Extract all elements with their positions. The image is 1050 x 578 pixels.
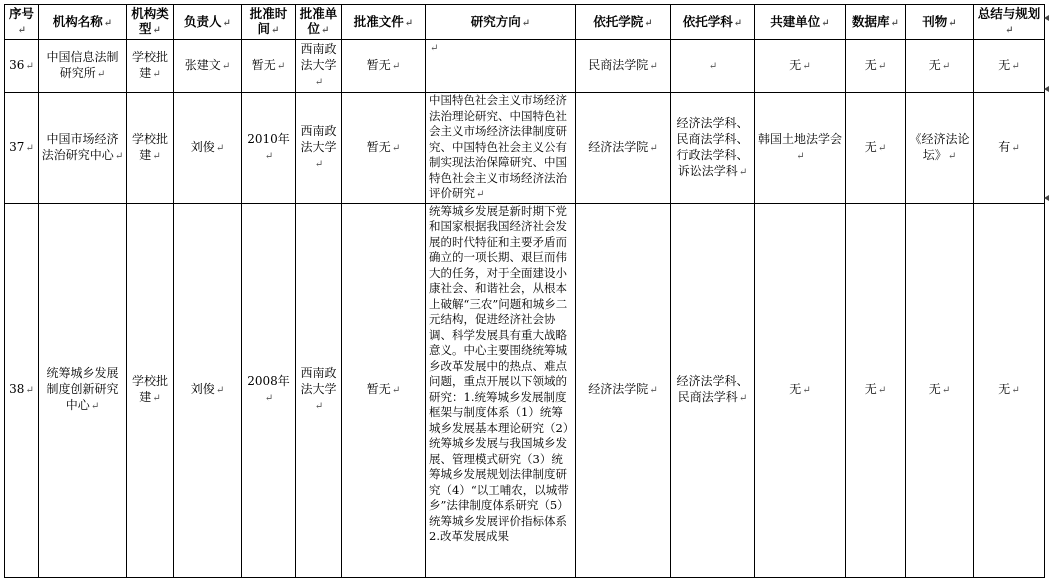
row-end-marker [1044, 86, 1049, 92]
col-header-discipline: 依托学科↵ [671, 5, 755, 40]
col-header-partner: 共建单位↵ [755, 5, 846, 40]
cell-database: 无↵ [846, 203, 906, 577]
cell-journal: 《经济法论坛》↵ [906, 93, 974, 204]
header-row [5, 5, 1045, 40]
col-header-approve-unit: 批准单位↵ [296, 5, 342, 40]
cell-partner: 无↵ [755, 203, 846, 577]
col-header-approve-time: 批准时间↵ [242, 5, 296, 40]
cell-approve-time: 暂无↵ [242, 40, 296, 93]
cell-journal: 无↵ [906, 203, 974, 577]
row-end-marker [1044, 15, 1049, 21]
cell-summary: 有↵ [974, 93, 1045, 204]
cell-college: 经济法学院↵ [576, 203, 671, 577]
cell-research: 统筹城乡发展是新时期下党和国家根据我国经济社会发展的时代特征和主要矛盾而确立的一项长期、艰巨而伟大的任务，对于全面建设小康社会、和谐社会，从根本上破解“三农”问题和城乡二元结构，促进经济社会协调、科学发展具有重大战略意义。中心主要围绕统筹城乡改革发展中的热点、难点问题，重点开展以下领域的研究：1.统筹城乡发展制度框架与制度体系（1）统筹城乡发展基本理论研究（2）统筹城乡发展与我国城乡发展、管理模式研究（3）统筹城乡发展规划法律制度研究（4）“以工哺农，以城带乡”法律制度体系研究（5）统筹城乡发展评价指标体系 2.改革发展成果 [426, 203, 576, 577]
cell-name: 中国市场经济法治研究中心↵ [39, 93, 127, 204]
cell-summary: 无↵ [974, 40, 1045, 93]
cell-head: 刘俊↵ [174, 93, 242, 204]
cell-partner: 无↵ [755, 40, 846, 93]
col-header-type: 机构类型↵ [127, 5, 174, 40]
col-header-head: 负责人↵ [174, 5, 242, 40]
cell-journal: 无↵ [906, 40, 974, 93]
cell-database: 无↵ [846, 93, 906, 204]
cell-type: 学校批建↵ [127, 40, 174, 93]
cell-name: 中国信息法制研究所↵ [39, 40, 127, 93]
cell-partner: 韩国土地法学会↵ [755, 93, 846, 204]
cell-head: 刘俊↵ [174, 203, 242, 577]
col-header-summary: 总结与规划↵ [974, 5, 1045, 40]
cell-approve-doc: 暂无↵ [342, 203, 426, 577]
col-header-college: 依托学院↵ [576, 5, 671, 40]
col-header-seq: 序号↵ [5, 5, 39, 40]
col-header-database: 数据库↵ [846, 5, 906, 40]
col-header-name: 机构名称↵ [39, 5, 127, 40]
cell-summary: 无↵ [974, 203, 1045, 577]
cell-approve-time: 2008年↵ [242, 203, 296, 577]
cell-type: 学校批建↵ [127, 203, 174, 577]
cell-discipline: 经济法学科、民商法学科、行政法学科、诉讼法学科↵ [671, 93, 755, 204]
cell-approve-unit: 西南政法大学↵ [296, 40, 342, 93]
cell-type: 学校批建↵ [127, 93, 174, 204]
cell-research: 中国特色社会主义市场经济法治理论研究、中国特色社会主义市场经济法律制度研究、中国特色社会主义公有制实现法治保障研究、中国特色社会主义市场经济法治评价研究↵ [426, 93, 576, 204]
cell-database: 无↵ [846, 40, 906, 93]
cell-approve-time: 2010年↵ [242, 93, 296, 204]
cell-head: 张建文↵ [174, 40, 242, 93]
cell-college: 民商法学院↵ [576, 40, 671, 93]
table-row [5, 203, 1045, 577]
cell-research: ↵ [426, 40, 576, 93]
table-row [5, 93, 1045, 204]
institutions-table [4, 4, 1045, 578]
cell-approve-doc: 暂无↵ [342, 93, 426, 204]
cell-approve-unit: 西南政法大学↵ [296, 203, 342, 577]
cell-seq: 37↵ [5, 93, 39, 204]
cell-seq: 38↵ [5, 203, 39, 577]
col-header-journal: 刊物↵ [906, 5, 974, 40]
col-header-approve-doc: 批准文件↵ [342, 5, 426, 40]
cell-seq: 36↵ [5, 40, 39, 93]
col-header-research: 研究方向↵ [426, 5, 576, 40]
cell-discipline: ↵ [671, 40, 755, 93]
table-row [5, 40, 1045, 93]
cell-approve-doc: 暂无↵ [342, 40, 426, 93]
cell-discipline: 经济法学科、民商法学科↵ [671, 203, 755, 577]
cell-name: 统筹城乡发展制度创新研究中心↵ [39, 203, 127, 577]
cell-approve-unit: 西南政法大学↵ [296, 93, 342, 204]
row-end-marker [1044, 195, 1049, 201]
cell-college: 经济法学院↵ [576, 93, 671, 204]
